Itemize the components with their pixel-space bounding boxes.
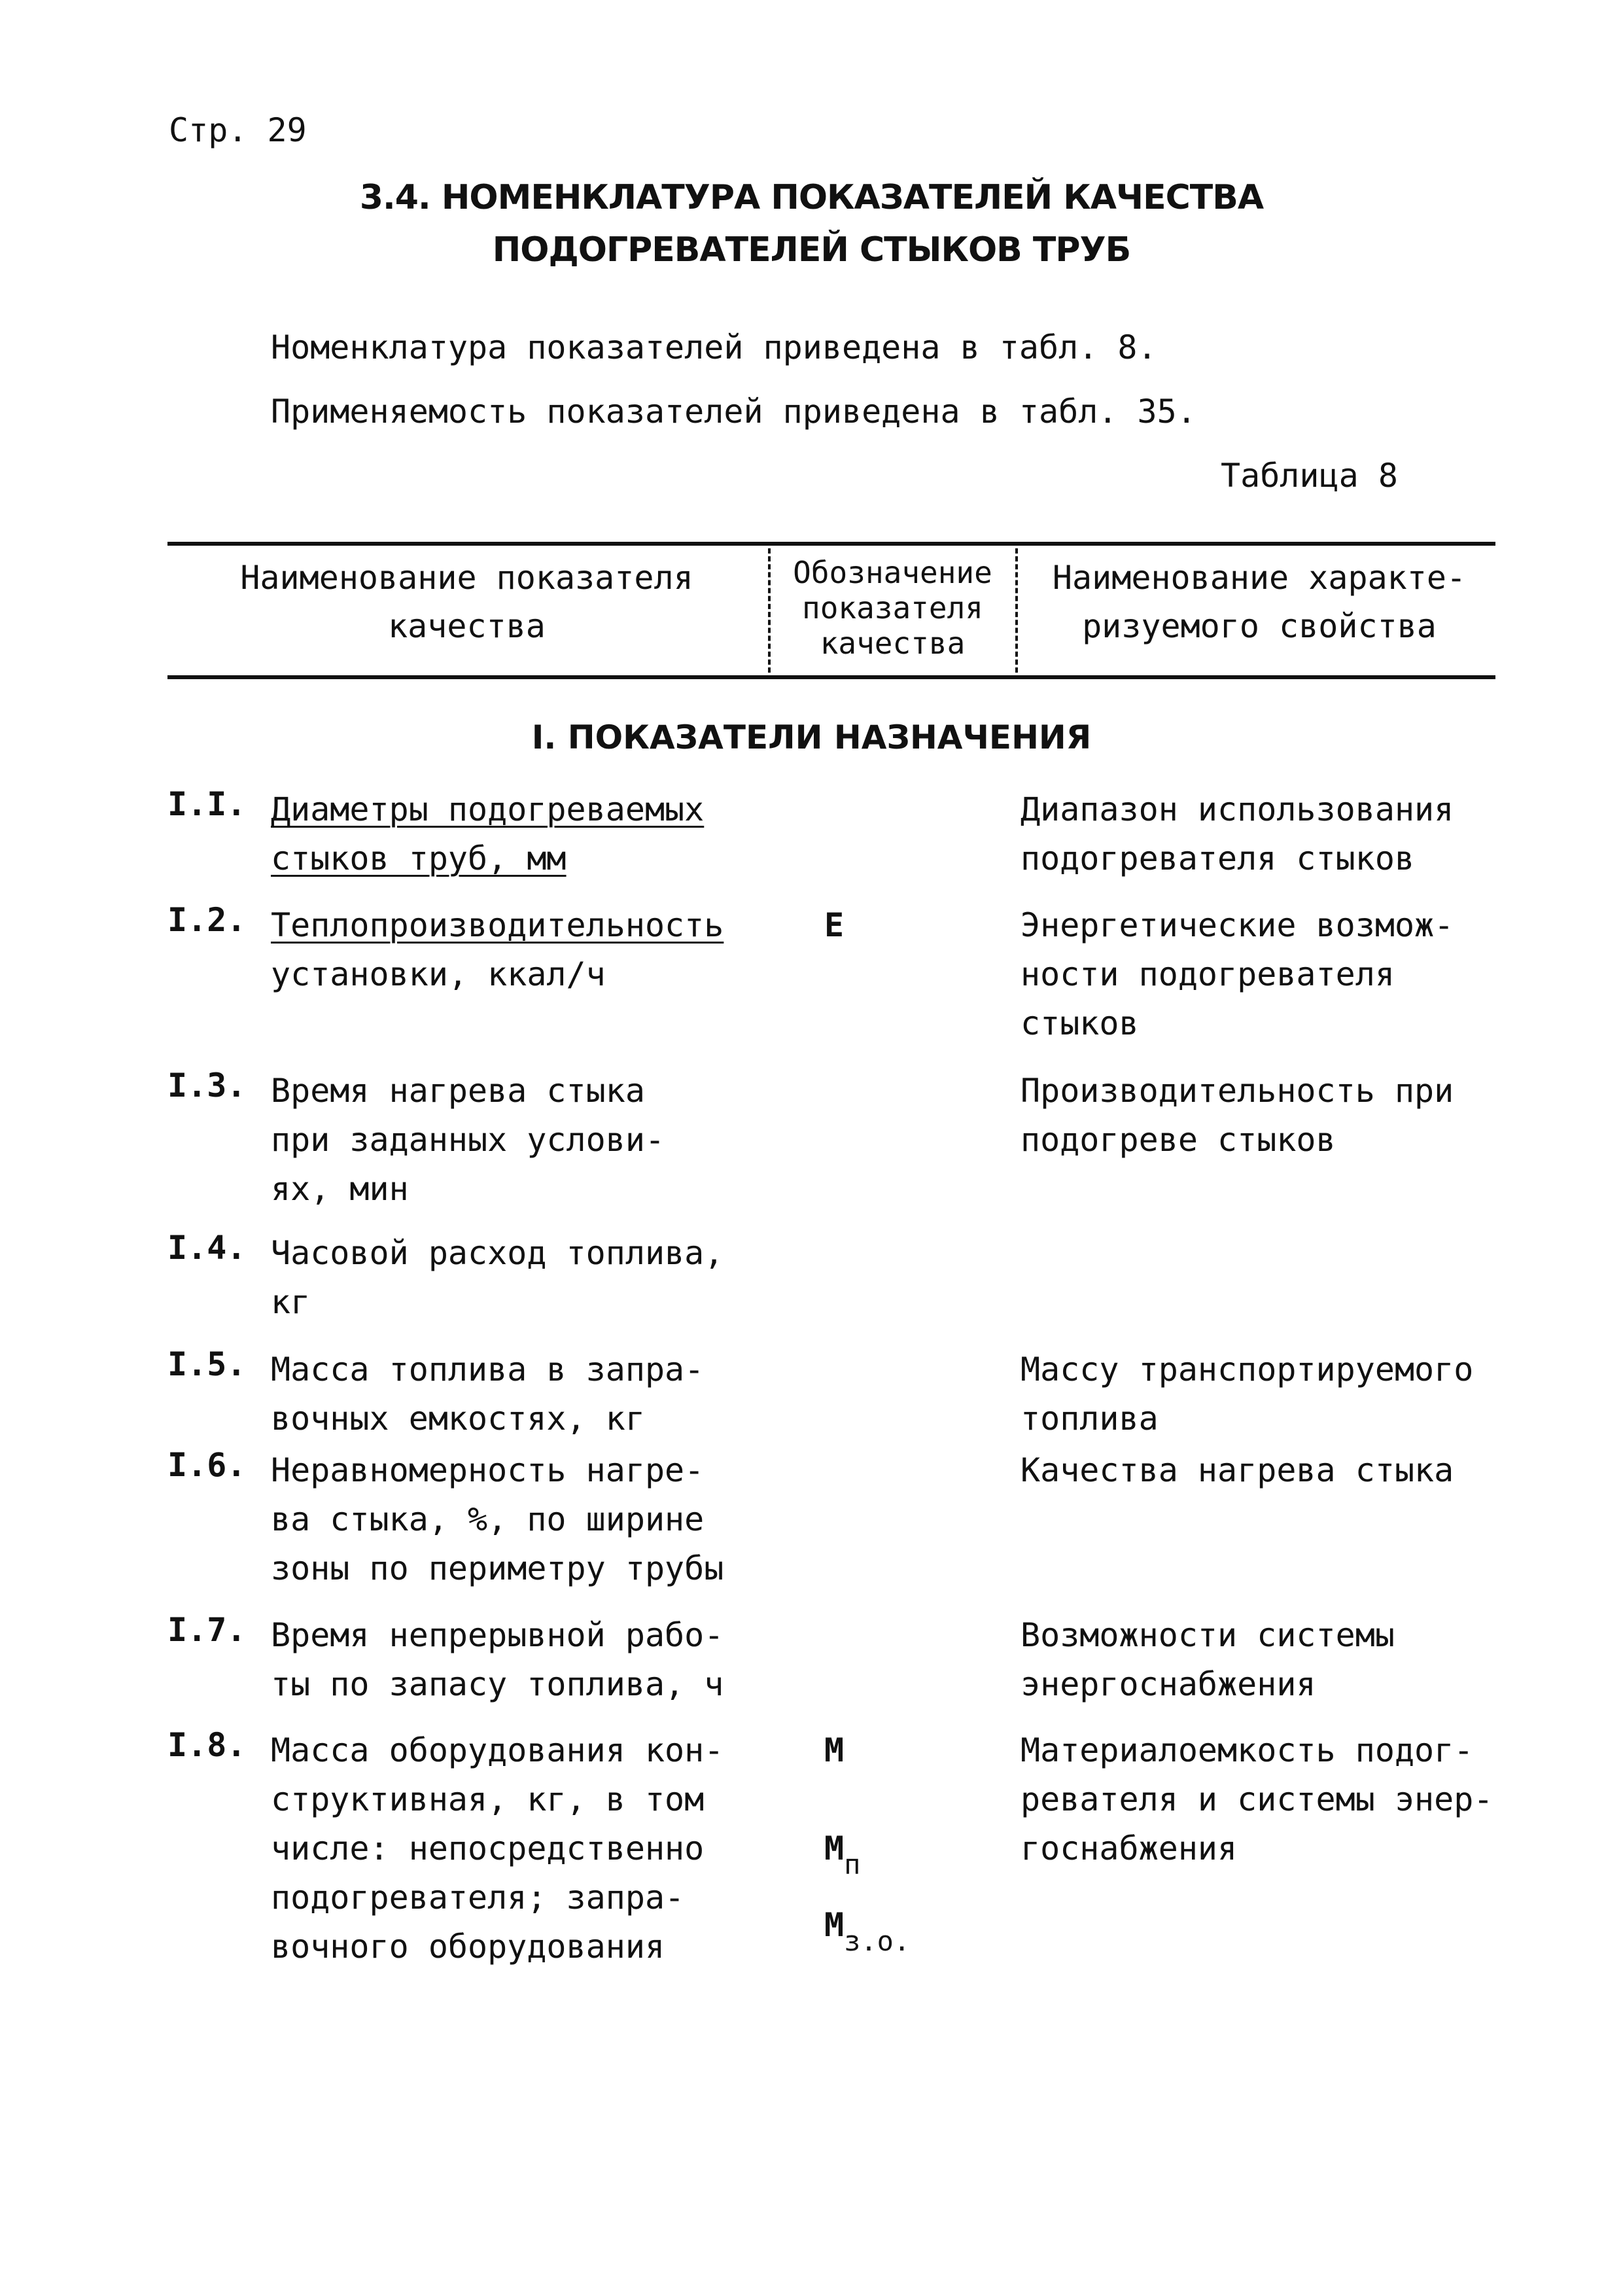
indicator-name-line: Масса оборудования кон- bbox=[271, 1731, 724, 1769]
row-number: I.2. bbox=[167, 901, 247, 939]
designation: Е bbox=[824, 906, 845, 944]
indicator-name bbox=[271, 785, 704, 883]
indicator-name-line: при заданных услови- bbox=[271, 1121, 665, 1159]
table-header-bottom-rule bbox=[167, 675, 1495, 679]
header-text: Наименование характе- bbox=[1052, 559, 1467, 597]
property-line: стыков bbox=[1021, 1004, 1139, 1042]
property-line: Диапазон использования bbox=[1021, 790, 1454, 828]
characterized-property bbox=[1021, 1446, 1454, 1495]
indicator-name bbox=[271, 1229, 724, 1327]
characterized-property bbox=[1021, 901, 1454, 1048]
property-line: Производительность при bbox=[1021, 1072, 1454, 1110]
indicator-name-line: числе: непосредственно bbox=[271, 1829, 705, 1867]
header-property bbox=[1021, 554, 1498, 650]
indicator-name-line: Часовой расход топлива, bbox=[271, 1234, 724, 1272]
indicator-name-line: подогревателя; запра- bbox=[271, 1879, 685, 1916]
row-number: I.7. bbox=[167, 1611, 247, 1649]
indicator-name-line: ты по запасу топлива, ч bbox=[271, 1665, 724, 1703]
property-line: Возможности системы bbox=[1021, 1616, 1395, 1654]
designation-symbol: М bbox=[824, 1731, 845, 1769]
header-text: ризуемого свойства bbox=[1082, 607, 1437, 645]
header-indicator-name bbox=[167, 554, 766, 650]
row-number: I.4. bbox=[167, 1229, 247, 1267]
indicator-name-line: установки, ккал/ч bbox=[271, 955, 606, 993]
indicator-name bbox=[271, 1611, 724, 1709]
header-text: Наименование показателя bbox=[240, 559, 693, 597]
header-text: показателя bbox=[802, 590, 983, 626]
designation-spacer bbox=[824, 1775, 910, 1824]
intro-paragraph-1: Номенклатура показателей приведена в табл. 8. bbox=[271, 328, 1157, 366]
indicator-name-line: вочных емкостях, кг bbox=[271, 1400, 645, 1438]
indicator-name-line: Время нагрева стыка bbox=[271, 1072, 645, 1110]
indicator-name-line: стыков труб, мм bbox=[271, 839, 567, 877]
designation-base: М bbox=[824, 1906, 845, 1944]
section-heading-line-2: ПОДОГРЕВАТЕЛЕЙ СТЫКОВ ТРУБ bbox=[492, 230, 1131, 270]
indicator-name bbox=[271, 901, 724, 999]
indicator-name-line: Время непрерывной рабо- bbox=[271, 1616, 724, 1654]
property-line: Массу транспортируемого bbox=[1021, 1351, 1474, 1388]
property-line: госнабжения bbox=[1021, 1829, 1238, 1867]
property-line: подогреве стыков bbox=[1021, 1121, 1336, 1159]
row-number: I.I. bbox=[167, 785, 247, 823]
indicator-name-line: Неравномерность нагре- bbox=[271, 1451, 705, 1489]
column-separator bbox=[768, 548, 771, 673]
property-line: подогревателя стыков bbox=[1021, 839, 1415, 877]
table-label: Таблица 8 bbox=[1221, 457, 1398, 495]
indicator-name-line: зоны по периметру трубы bbox=[271, 1549, 724, 1587]
intro-paragraph-2: Применяемость показателей приведена в табл. 35. bbox=[271, 393, 1196, 431]
designation-base: М bbox=[824, 1829, 845, 1867]
page-number: Стр. 29 bbox=[169, 111, 307, 149]
designation bbox=[824, 1726, 911, 1957]
indicator-name-line: Теплопроизводительность bbox=[271, 906, 724, 944]
indicator-name-line: Диаметры подогреваемых bbox=[271, 790, 705, 828]
header-text: качества bbox=[820, 626, 966, 661]
row-number: I.5. bbox=[167, 1345, 247, 1383]
indicator-name bbox=[271, 1726, 724, 1971]
designation-symbol bbox=[824, 1901, 911, 1957]
indicator-name-line: структивная, кг, в том bbox=[271, 1780, 705, 1818]
row-number: I.3. bbox=[167, 1067, 247, 1104]
designation-symbol bbox=[824, 1824, 910, 1881]
indicator-name bbox=[271, 1067, 665, 1214]
section-heading-line-1: 3.4. НОМЕНКЛАТУРА ПОКАЗАТЕЛЕЙ КАЧЕСТВА bbox=[359, 178, 1264, 217]
row-number: I.8. bbox=[167, 1726, 247, 1764]
indicator-name bbox=[271, 1446, 724, 1593]
property-line: Материалоемкость подог- bbox=[1021, 1731, 1474, 1769]
characterized-property bbox=[1021, 1611, 1395, 1709]
row-number: I.6. bbox=[167, 1446, 247, 1484]
header-text: Обозначение bbox=[793, 555, 992, 590]
characterized-property bbox=[1021, 1345, 1473, 1443]
indicator-name-line: Масса топлива в запра- bbox=[271, 1351, 705, 1388]
indicator-name-line: ва стыка, %, по ширине bbox=[271, 1500, 705, 1538]
table-top-rule bbox=[167, 542, 1495, 546]
property-line: ности подогревателя bbox=[1021, 955, 1395, 993]
characterized-property bbox=[1021, 1726, 1493, 1873]
indicator-name-line: ях, мин bbox=[271, 1170, 409, 1208]
designation-subscript: п bbox=[844, 1848, 861, 1881]
designation-spacer bbox=[824, 1875, 910, 1901]
header-text: качества bbox=[388, 607, 546, 645]
designation-subscript: з.о. bbox=[844, 1925, 911, 1957]
table-section-title: I. ПОКАЗАТЕЛИ НАЗНАЧЕНИЯ bbox=[531, 718, 1092, 756]
property-line: Энергетические возмож- bbox=[1021, 906, 1454, 944]
characterized-property bbox=[1021, 785, 1454, 883]
property-line: энергоснабжения bbox=[1021, 1665, 1316, 1703]
property-line: Качества нагрева стыка bbox=[1021, 1451, 1454, 1489]
indicator-name bbox=[271, 1345, 704, 1443]
property-line: топлива bbox=[1021, 1400, 1159, 1438]
indicator-name-line: кг bbox=[271, 1283, 311, 1321]
column-separator bbox=[1015, 548, 1018, 673]
property-line: ревателя и системы энер- bbox=[1021, 1780, 1493, 1818]
header-designation bbox=[773, 555, 1012, 661]
characterized-property bbox=[1021, 1067, 1454, 1165]
indicator-name-line: вочного оборудования bbox=[271, 1928, 665, 1966]
